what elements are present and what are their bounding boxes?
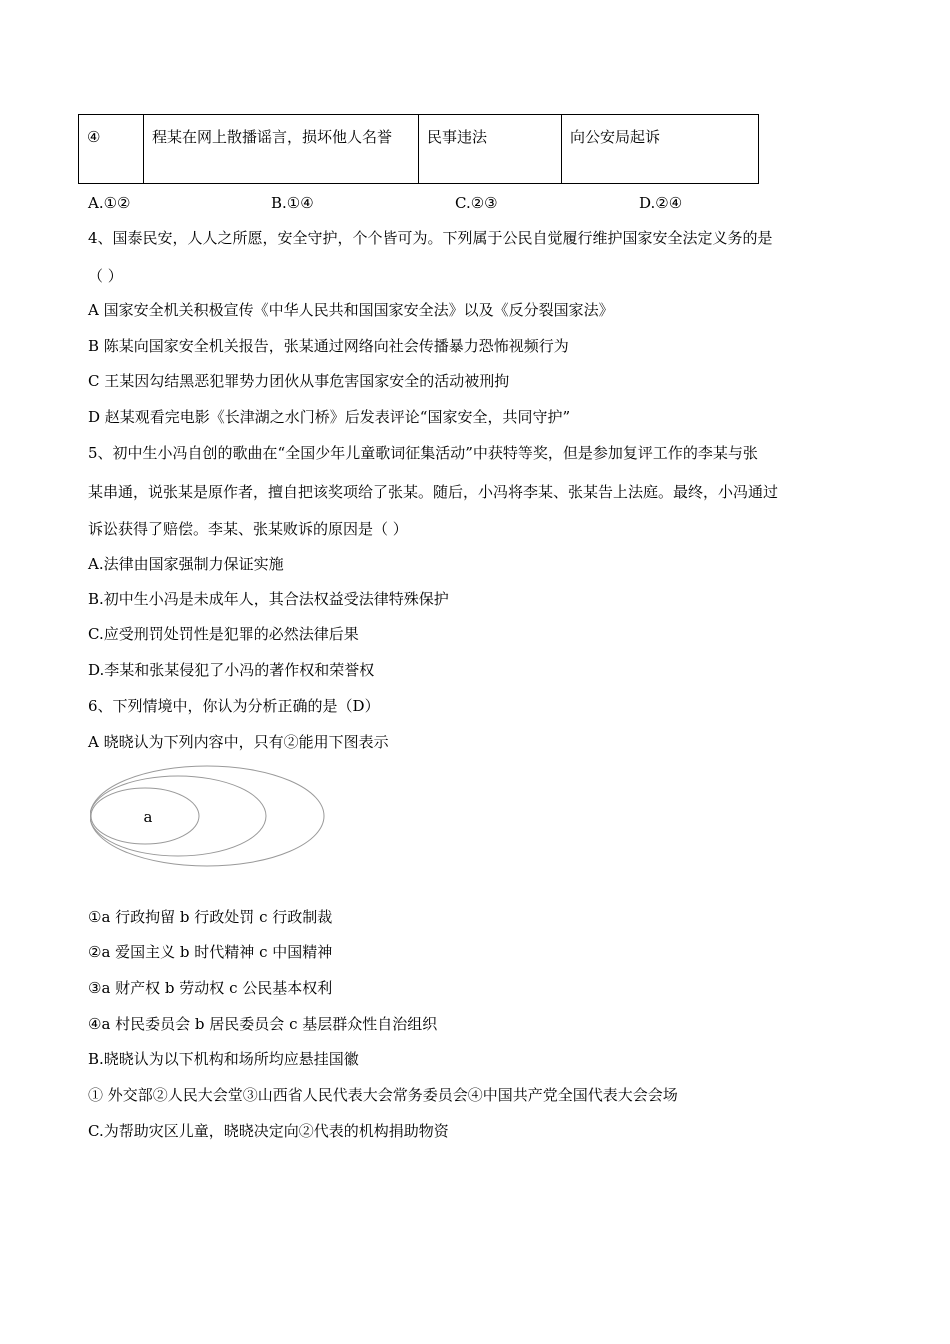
q6-b-intro: B.晓晓认为以下机构和场所均应悬挂国徽 [88, 1050, 359, 1068]
q4-option-d: D 赵某观看完电影《长津湖之水门桥》后发表评论“国家安全，共同守护” [88, 408, 571, 426]
q3-option-b: B.①④ [271, 194, 314, 212]
q6-a-intro: A 晓晓认为下列内容中，只有②能用下图表示 [88, 733, 389, 751]
q5-stem-line1: 5、初中生小冯自创的歌曲在“全国少年儿童歌词征集活动”中获特等奖，但是参加复评工作的李某与张 [88, 444, 758, 462]
q6-a-item-4: ④a 村民委员会 b 居民委员会 c 基层群众性自治组织 [88, 1015, 438, 1033]
q6-b-items: ① 外交部②人民大会堂③山西省人民代表大会常务委员会④中国共产党全国代表大会会场 [88, 1086, 678, 1104]
q6-a-item-1: ①a 行政拘留 b 行政处罚 c 行政制裁 [88, 908, 333, 926]
q4-stem-line2: （ ） [88, 267, 123, 285]
ellipse-c [90, 766, 324, 866]
q4-stem-line1: 4、国泰民安，人人之所愿，安全守护，个个皆可为。下列属于公民自觉履行维护国家安全法定义务的是 [88, 229, 773, 247]
case-description: 程某在网上散播谣言，损坏他人名誉 [144, 115, 419, 184]
q4-option-c: C 王某因勾结黑恶犯罪势力团伙从事危害国家安全的活动被刑拘 [88, 372, 510, 390]
q3-option-a: A.①② [88, 194, 131, 212]
case-table [78, 114, 759, 184]
ellipse-b [90, 776, 266, 856]
q6-stem: 6、下列情境中，你认为分析正确的是（D） [88, 697, 380, 715]
q4-option-b: B 陈某向国家安全机关报告，张某通过网络向社会传播暴力恐怖视频行为 [88, 337, 569, 355]
case-nature: 民事违法 [419, 115, 562, 184]
q4-option-a: A 国家安全机关积极宣传《中华人民共和国国家安全法》以及《反分裂国家法》 [88, 301, 614, 319]
q6-c-intro: C.为帮助灾区儿童，晓晓决定向②代表的机构捐助物资 [88, 1122, 449, 1140]
case-action: 向公安局起诉 [562, 115, 759, 184]
diagram-label-a: a [143, 808, 153, 826]
q3-option-d: D.②④ [639, 194, 683, 212]
q5-option-b: B.初中生小冯是未成年人，其合法权益受法律特殊保护 [88, 590, 449, 608]
nested-ellipse-diagram [90, 764, 330, 868]
q5-option-c: C.应受刑罚处罚性是犯罪的必然法律后果 [88, 625, 359, 643]
table-row [79, 115, 759, 184]
q6-a-item-2: ②a 爱国主义 b 时代精神 c 中国精神 [88, 943, 333, 961]
q5-stem-line2: 某串通，说张某是原作者，擅自把该奖项给了张某。随后，小冯将李某、张某告上法庭。最终，小冯通过 [88, 483, 779, 501]
q6-a-item-3: ③a 财产权 b 劳动权 c 公民基本权利 [88, 979, 333, 997]
q3-option-c: C.②③ [455, 194, 498, 212]
q5-stem-line3: 诉讼获得了赔偿。李某、张某败诉的原因是（ ） [88, 520, 408, 538]
q5-option-d: D.李某和张某侵犯了小冯的著作权和荣誉权 [88, 661, 375, 679]
q5-option-a: A.法律由国家强制力保证实施 [88, 555, 284, 573]
row-number: ④ [79, 115, 144, 184]
